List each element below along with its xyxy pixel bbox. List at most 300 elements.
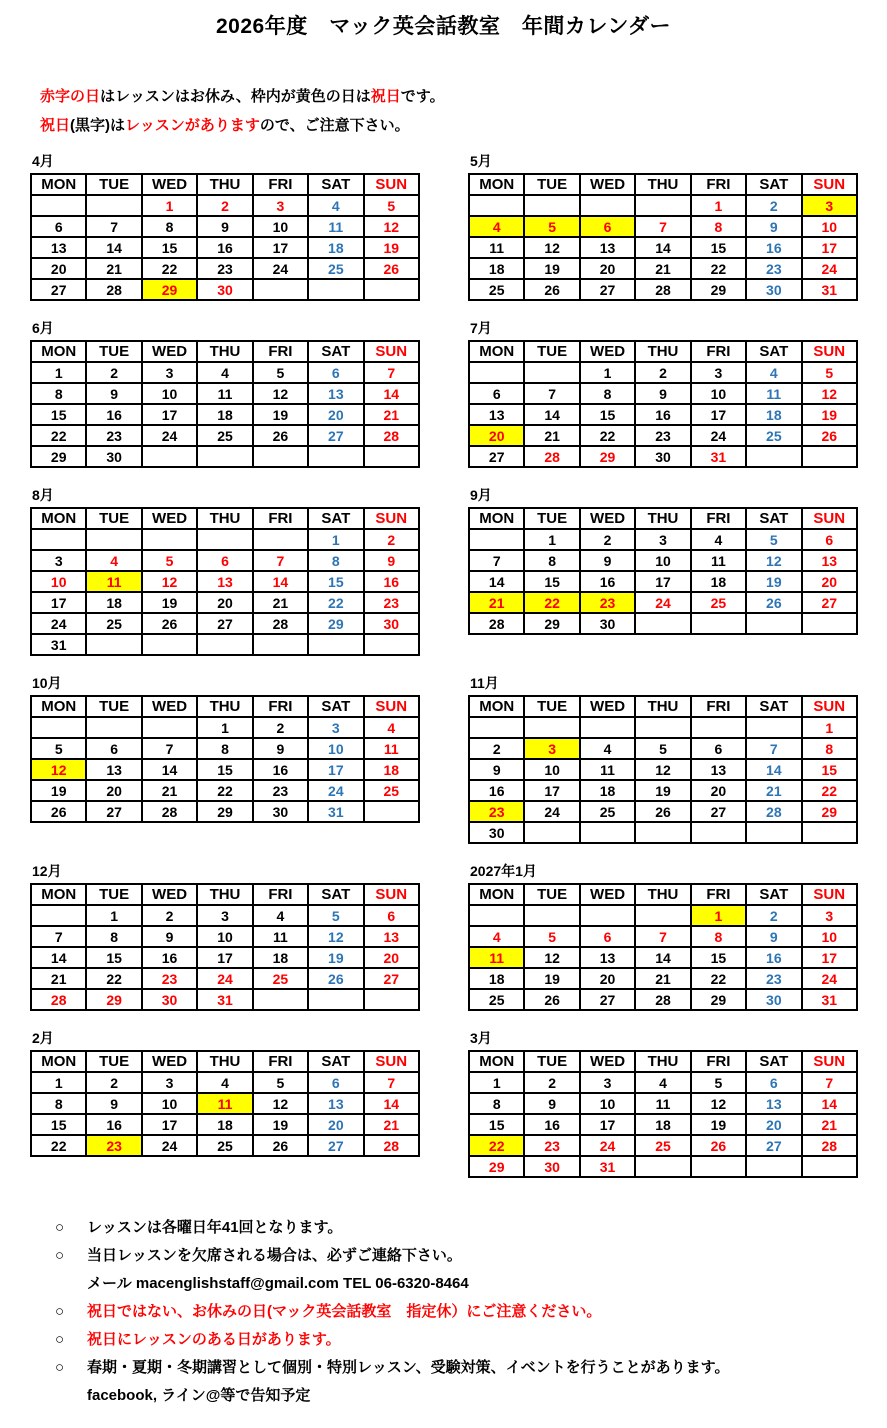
day-cell: 26 bbox=[524, 989, 579, 1010]
day-cell: 10 bbox=[635, 550, 690, 571]
day-cell: 2 bbox=[580, 529, 635, 550]
month-label: 11月 bbox=[470, 675, 499, 691]
day-cell: 12 bbox=[635, 759, 690, 780]
day-cell: 12 bbox=[253, 383, 308, 404]
week-row bbox=[469, 529, 857, 550]
week-row bbox=[469, 550, 857, 571]
weekday-header: TUE bbox=[524, 1051, 579, 1072]
day-cell bbox=[308, 279, 363, 300]
weekday-header: THU bbox=[197, 508, 252, 529]
day-cell: 12 bbox=[308, 926, 363, 947]
day-cell: 25 bbox=[469, 989, 524, 1010]
day-cell: 8 bbox=[142, 216, 197, 237]
day-cell: 23 bbox=[364, 592, 419, 613]
day-cell: 30 bbox=[524, 1156, 579, 1177]
day-cell: 7 bbox=[469, 550, 524, 571]
day-cell: 14 bbox=[802, 1093, 857, 1114]
day-cell bbox=[364, 801, 419, 822]
day-cell: 6 bbox=[746, 1072, 801, 1093]
weekday-header: SUN bbox=[802, 174, 857, 195]
weekday-header: THU bbox=[197, 696, 252, 717]
day-cell: 1 bbox=[691, 905, 746, 926]
day-cell: 22 bbox=[86, 968, 141, 989]
day-cell: 15 bbox=[691, 947, 746, 968]
day-cell: 21 bbox=[469, 592, 524, 613]
weekday-header: FRI bbox=[691, 1051, 746, 1072]
day-cell: 4 bbox=[746, 362, 801, 383]
day-cell: 29 bbox=[469, 1156, 524, 1177]
day-cell bbox=[635, 717, 690, 738]
weekday-header: SUN bbox=[364, 174, 419, 195]
weekday-header: MON bbox=[31, 174, 86, 195]
day-cell: 30 bbox=[253, 801, 308, 822]
weekday-header: FRI bbox=[691, 508, 746, 529]
day-cell bbox=[524, 717, 579, 738]
day-cell: 31 bbox=[691, 446, 746, 467]
day-cell bbox=[802, 1156, 857, 1177]
calendar-row bbox=[30, 319, 887, 468]
day-cell: 13 bbox=[580, 237, 635, 258]
day-cell bbox=[31, 195, 86, 216]
day-cell: 10 bbox=[308, 738, 363, 759]
day-cell: 25 bbox=[308, 258, 363, 279]
day-cell: 4 bbox=[469, 216, 524, 237]
calendar-row bbox=[30, 486, 887, 656]
day-cell: 25 bbox=[197, 425, 252, 446]
month-label: 10月 bbox=[32, 675, 62, 691]
day-cell: 30 bbox=[635, 446, 690, 467]
month-table bbox=[468, 507, 858, 635]
day-cell: 12 bbox=[142, 571, 197, 592]
day-cell: 12 bbox=[524, 237, 579, 258]
day-cell: 12 bbox=[253, 1093, 308, 1114]
weekday-header: SUN bbox=[364, 1051, 419, 1072]
day-cell: 15 bbox=[31, 404, 86, 425]
day-cell: 27 bbox=[469, 446, 524, 467]
legend-segment: 赤字の日 bbox=[40, 88, 101, 105]
weekday-header: TUE bbox=[524, 508, 579, 529]
day-cell: 24 bbox=[524, 801, 579, 822]
weekday-header-row bbox=[31, 696, 419, 717]
day-cell: 6 bbox=[86, 738, 141, 759]
weekday-header: THU bbox=[197, 174, 252, 195]
day-cell: 28 bbox=[364, 1135, 419, 1156]
day-cell: 20 bbox=[691, 780, 746, 801]
weekday-header: SAT bbox=[746, 174, 801, 195]
day-cell: 27 bbox=[197, 613, 252, 634]
day-cell bbox=[524, 362, 579, 383]
day-cell: 18 bbox=[691, 571, 746, 592]
day-cell: 27 bbox=[580, 989, 635, 1010]
circle-bullet-icon: ○ bbox=[55, 1247, 65, 1264]
day-cell: 13 bbox=[197, 571, 252, 592]
day-cell: 11 bbox=[746, 383, 801, 404]
day-cell: 17 bbox=[308, 759, 363, 780]
day-cell: 19 bbox=[524, 258, 579, 279]
week-row bbox=[31, 258, 419, 279]
day-cell: 29 bbox=[691, 989, 746, 1010]
day-cell: 16 bbox=[469, 780, 524, 801]
day-cell: 29 bbox=[142, 279, 197, 300]
weekday-header: SAT bbox=[746, 508, 801, 529]
legend-segment: はレッスンはお休み、枠内が黄色の日は bbox=[100, 88, 371, 105]
day-cell bbox=[86, 634, 141, 655]
day-cell bbox=[691, 613, 746, 634]
day-cell: 30 bbox=[197, 279, 252, 300]
day-cell bbox=[469, 717, 524, 738]
day-cell: 23 bbox=[746, 968, 801, 989]
day-cell: 14 bbox=[86, 237, 141, 258]
weekday-header: MON bbox=[469, 696, 524, 717]
week-row bbox=[31, 905, 419, 926]
day-cell: 24 bbox=[197, 968, 252, 989]
day-cell: 8 bbox=[691, 216, 746, 237]
day-cell: 28 bbox=[746, 801, 801, 822]
weekday-header: MON bbox=[31, 696, 86, 717]
weekday-header: TUE bbox=[524, 341, 579, 362]
day-cell: 5 bbox=[802, 362, 857, 383]
note-text: facebook, ライン@等で告知予定 bbox=[87, 1387, 311, 1404]
day-cell bbox=[635, 1156, 690, 1177]
weekday-header: WED bbox=[142, 508, 197, 529]
month-label: 12月 bbox=[32, 863, 62, 879]
month-block bbox=[468, 674, 858, 844]
day-cell: 3 bbox=[142, 362, 197, 383]
day-cell: 19 bbox=[253, 1114, 308, 1135]
day-cell: 24 bbox=[31, 613, 86, 634]
week-row bbox=[31, 279, 419, 300]
day-cell: 28 bbox=[635, 279, 690, 300]
day-cell: 6 bbox=[197, 550, 252, 571]
month-label: 3月 bbox=[470, 1030, 492, 1046]
weekday-header: SAT bbox=[308, 341, 363, 362]
month-block bbox=[30, 319, 420, 468]
day-cell: 17 bbox=[142, 404, 197, 425]
day-cell: 25 bbox=[86, 613, 141, 634]
day-cell: 21 bbox=[802, 1114, 857, 1135]
day-cell: 5 bbox=[524, 216, 579, 237]
day-cell: 24 bbox=[308, 780, 363, 801]
legend-segment: レッスンがあります bbox=[125, 117, 260, 134]
day-cell: 23 bbox=[635, 425, 690, 446]
week-row bbox=[31, 571, 419, 592]
day-cell: 7 bbox=[802, 1072, 857, 1093]
day-cell bbox=[364, 446, 419, 467]
day-cell: 3 bbox=[691, 362, 746, 383]
day-cell: 19 bbox=[746, 571, 801, 592]
week-row bbox=[469, 1135, 857, 1156]
day-cell: 2 bbox=[364, 529, 419, 550]
weekday-header: SAT bbox=[746, 1051, 801, 1072]
day-cell: 6 bbox=[691, 738, 746, 759]
day-cell: 22 bbox=[469, 1135, 524, 1156]
day-cell: 16 bbox=[746, 947, 801, 968]
weekday-header: FRI bbox=[253, 1051, 308, 1072]
day-cell: 4 bbox=[580, 738, 635, 759]
day-cell: 4 bbox=[691, 529, 746, 550]
weekday-header-row bbox=[469, 341, 857, 362]
week-row bbox=[469, 1156, 857, 1177]
month-block bbox=[468, 152, 858, 301]
day-cell: 20 bbox=[197, 592, 252, 613]
day-cell: 2 bbox=[746, 195, 801, 216]
note-item bbox=[55, 1242, 887, 1270]
day-cell: 20 bbox=[364, 947, 419, 968]
day-cell bbox=[580, 717, 635, 738]
week-row bbox=[31, 425, 419, 446]
day-cell: 22 bbox=[580, 425, 635, 446]
day-cell: 15 bbox=[86, 947, 141, 968]
day-cell: 10 bbox=[142, 383, 197, 404]
day-cell: 25 bbox=[635, 1135, 690, 1156]
day-cell: 24 bbox=[142, 425, 197, 446]
day-cell: 30 bbox=[580, 613, 635, 634]
weekday-header: SUN bbox=[802, 696, 857, 717]
legend-segment: 祝日 bbox=[370, 88, 401, 105]
month-table bbox=[30, 883, 420, 1011]
note-item bbox=[55, 1270, 887, 1298]
day-cell: 9 bbox=[580, 550, 635, 571]
day-cell: 1 bbox=[691, 195, 746, 216]
day-cell: 6 bbox=[580, 926, 635, 947]
day-cell: 4 bbox=[86, 550, 141, 571]
week-row bbox=[31, 446, 419, 467]
day-cell: 28 bbox=[635, 989, 690, 1010]
day-cell: 9 bbox=[469, 759, 524, 780]
day-cell: 11 bbox=[469, 947, 524, 968]
weekday-header: TUE bbox=[86, 508, 141, 529]
day-cell bbox=[142, 717, 197, 738]
week-row bbox=[469, 613, 857, 634]
day-cell: 15 bbox=[524, 571, 579, 592]
day-cell: 14 bbox=[142, 759, 197, 780]
day-cell: 15 bbox=[802, 759, 857, 780]
day-cell: 15 bbox=[691, 237, 746, 258]
month-table bbox=[30, 695, 420, 823]
month-table bbox=[468, 340, 858, 468]
day-cell: 24 bbox=[802, 258, 857, 279]
day-cell: 3 bbox=[253, 195, 308, 216]
weekday-header: SAT bbox=[308, 1051, 363, 1072]
calendar-row bbox=[30, 674, 887, 844]
weekday-header: WED bbox=[142, 341, 197, 362]
day-cell: 10 bbox=[524, 759, 579, 780]
week-row bbox=[31, 362, 419, 383]
day-cell: 2 bbox=[197, 195, 252, 216]
day-cell: 19 bbox=[31, 780, 86, 801]
day-cell bbox=[746, 613, 801, 634]
week-row bbox=[469, 1093, 857, 1114]
day-cell: 10 bbox=[802, 926, 857, 947]
weekday-header: SAT bbox=[746, 884, 801, 905]
day-cell: 24 bbox=[635, 592, 690, 613]
day-cell: 30 bbox=[142, 989, 197, 1010]
weekday-header: SUN bbox=[802, 341, 857, 362]
day-cell bbox=[142, 634, 197, 655]
weekday-header: FRI bbox=[253, 884, 308, 905]
day-cell: 11 bbox=[580, 759, 635, 780]
day-cell bbox=[580, 822, 635, 843]
notes bbox=[55, 1214, 887, 1410]
day-cell: 8 bbox=[308, 550, 363, 571]
month-label: 9月 bbox=[470, 487, 492, 503]
day-cell: 5 bbox=[635, 738, 690, 759]
day-cell: 5 bbox=[142, 550, 197, 571]
day-cell: 20 bbox=[308, 404, 363, 425]
weekday-header: SAT bbox=[308, 174, 363, 195]
week-row bbox=[469, 822, 857, 843]
day-cell bbox=[746, 822, 801, 843]
day-cell: 20 bbox=[31, 258, 86, 279]
weekday-header: SUN bbox=[364, 508, 419, 529]
note-text: 祝日にレッスンのある日があります。 bbox=[87, 1331, 341, 1348]
day-cell: 15 bbox=[31, 1114, 86, 1135]
day-cell: 1 bbox=[31, 362, 86, 383]
day-cell: 17 bbox=[253, 237, 308, 258]
week-row bbox=[31, 404, 419, 425]
day-cell: 17 bbox=[142, 1114, 197, 1135]
day-cell: 23 bbox=[580, 592, 635, 613]
day-cell bbox=[364, 634, 419, 655]
day-cell: 10 bbox=[31, 571, 86, 592]
weekday-header: SUN bbox=[364, 341, 419, 362]
calendar-row bbox=[30, 1029, 887, 1178]
day-cell: 17 bbox=[635, 571, 690, 592]
legend-segment: (黒字)は bbox=[70, 117, 126, 134]
day-cell: 23 bbox=[86, 1135, 141, 1156]
day-cell: 26 bbox=[802, 425, 857, 446]
day-cell bbox=[364, 279, 419, 300]
month-block bbox=[30, 152, 420, 301]
weekday-header: WED bbox=[142, 174, 197, 195]
day-cell: 21 bbox=[364, 1114, 419, 1135]
month-block bbox=[468, 319, 858, 468]
day-cell: 23 bbox=[746, 258, 801, 279]
weekday-header: SUN bbox=[802, 1051, 857, 1072]
day-cell: 16 bbox=[197, 237, 252, 258]
day-cell: 1 bbox=[524, 529, 579, 550]
day-cell: 9 bbox=[524, 1093, 579, 1114]
day-cell: 6 bbox=[469, 383, 524, 404]
day-cell: 31 bbox=[197, 989, 252, 1010]
day-cell bbox=[524, 195, 579, 216]
day-cell: 7 bbox=[86, 216, 141, 237]
day-cell: 11 bbox=[197, 383, 252, 404]
day-cell: 20 bbox=[469, 425, 524, 446]
legend-segment: ので、ご注意下さい。 bbox=[259, 117, 410, 134]
day-cell bbox=[253, 279, 308, 300]
day-cell: 29 bbox=[86, 989, 141, 1010]
day-cell: 22 bbox=[691, 968, 746, 989]
day-cell: 5 bbox=[253, 362, 308, 383]
day-cell: 18 bbox=[469, 258, 524, 279]
note-indent bbox=[55, 1270, 87, 1298]
weekday-header: SUN bbox=[364, 884, 419, 905]
day-cell bbox=[580, 195, 635, 216]
day-cell bbox=[253, 529, 308, 550]
weekday-header: SUN bbox=[364, 696, 419, 717]
day-cell bbox=[691, 1156, 746, 1177]
day-cell: 17 bbox=[197, 947, 252, 968]
month-table bbox=[30, 507, 420, 656]
month-label: 2月 bbox=[32, 1030, 54, 1046]
day-cell bbox=[197, 634, 252, 655]
day-cell bbox=[31, 905, 86, 926]
day-cell: 24 bbox=[691, 425, 746, 446]
day-cell: 13 bbox=[691, 759, 746, 780]
day-cell: 11 bbox=[469, 237, 524, 258]
day-cell: 22 bbox=[802, 780, 857, 801]
day-cell: 12 bbox=[691, 1093, 746, 1114]
day-cell: 26 bbox=[746, 592, 801, 613]
week-row bbox=[31, 759, 419, 780]
day-cell: 28 bbox=[802, 1135, 857, 1156]
day-cell: 14 bbox=[31, 947, 86, 968]
day-cell: 2 bbox=[86, 362, 141, 383]
weekday-header: FRI bbox=[253, 174, 308, 195]
weekday-header-row bbox=[31, 1051, 419, 1072]
day-cell: 14 bbox=[635, 947, 690, 968]
day-cell: 20 bbox=[580, 258, 635, 279]
day-cell: 7 bbox=[635, 216, 690, 237]
week-row bbox=[31, 989, 419, 1010]
day-cell: 23 bbox=[142, 968, 197, 989]
day-cell: 16 bbox=[746, 237, 801, 258]
day-cell bbox=[635, 613, 690, 634]
day-cell: 14 bbox=[524, 404, 579, 425]
calendar-grid bbox=[30, 152, 887, 1178]
day-cell: 13 bbox=[802, 550, 857, 571]
month-block bbox=[30, 486, 420, 656]
month-table bbox=[468, 1050, 858, 1178]
day-cell: 5 bbox=[253, 1072, 308, 1093]
weekday-header-row bbox=[31, 341, 419, 362]
day-cell: 26 bbox=[691, 1135, 746, 1156]
day-cell: 26 bbox=[253, 1135, 308, 1156]
week-row bbox=[31, 780, 419, 801]
day-cell: 7 bbox=[31, 926, 86, 947]
weekday-header: FRI bbox=[691, 174, 746, 195]
day-cell: 2 bbox=[253, 717, 308, 738]
day-cell: 4 bbox=[469, 926, 524, 947]
day-cell: 20 bbox=[86, 780, 141, 801]
day-cell: 10 bbox=[142, 1093, 197, 1114]
day-cell: 25 bbox=[364, 780, 419, 801]
day-cell: 6 bbox=[31, 216, 86, 237]
day-cell: 13 bbox=[308, 1093, 363, 1114]
day-cell: 14 bbox=[746, 759, 801, 780]
week-row bbox=[31, 717, 419, 738]
day-cell: 16 bbox=[524, 1114, 579, 1135]
day-cell: 26 bbox=[635, 801, 690, 822]
day-cell bbox=[142, 446, 197, 467]
note-item bbox=[55, 1354, 887, 1382]
day-cell: 12 bbox=[802, 383, 857, 404]
weekday-header: MON bbox=[469, 884, 524, 905]
weekday-header: MON bbox=[469, 341, 524, 362]
day-cell: 11 bbox=[253, 926, 308, 947]
day-cell: 30 bbox=[86, 446, 141, 467]
day-cell bbox=[691, 822, 746, 843]
day-cell: 11 bbox=[364, 738, 419, 759]
weekday-header: SAT bbox=[746, 696, 801, 717]
day-cell: 9 bbox=[635, 383, 690, 404]
day-cell: 16 bbox=[86, 1114, 141, 1135]
day-cell: 31 bbox=[580, 1156, 635, 1177]
day-cell: 13 bbox=[469, 404, 524, 425]
day-cell: 26 bbox=[31, 801, 86, 822]
circle-bullet-icon: ○ bbox=[55, 1359, 65, 1376]
